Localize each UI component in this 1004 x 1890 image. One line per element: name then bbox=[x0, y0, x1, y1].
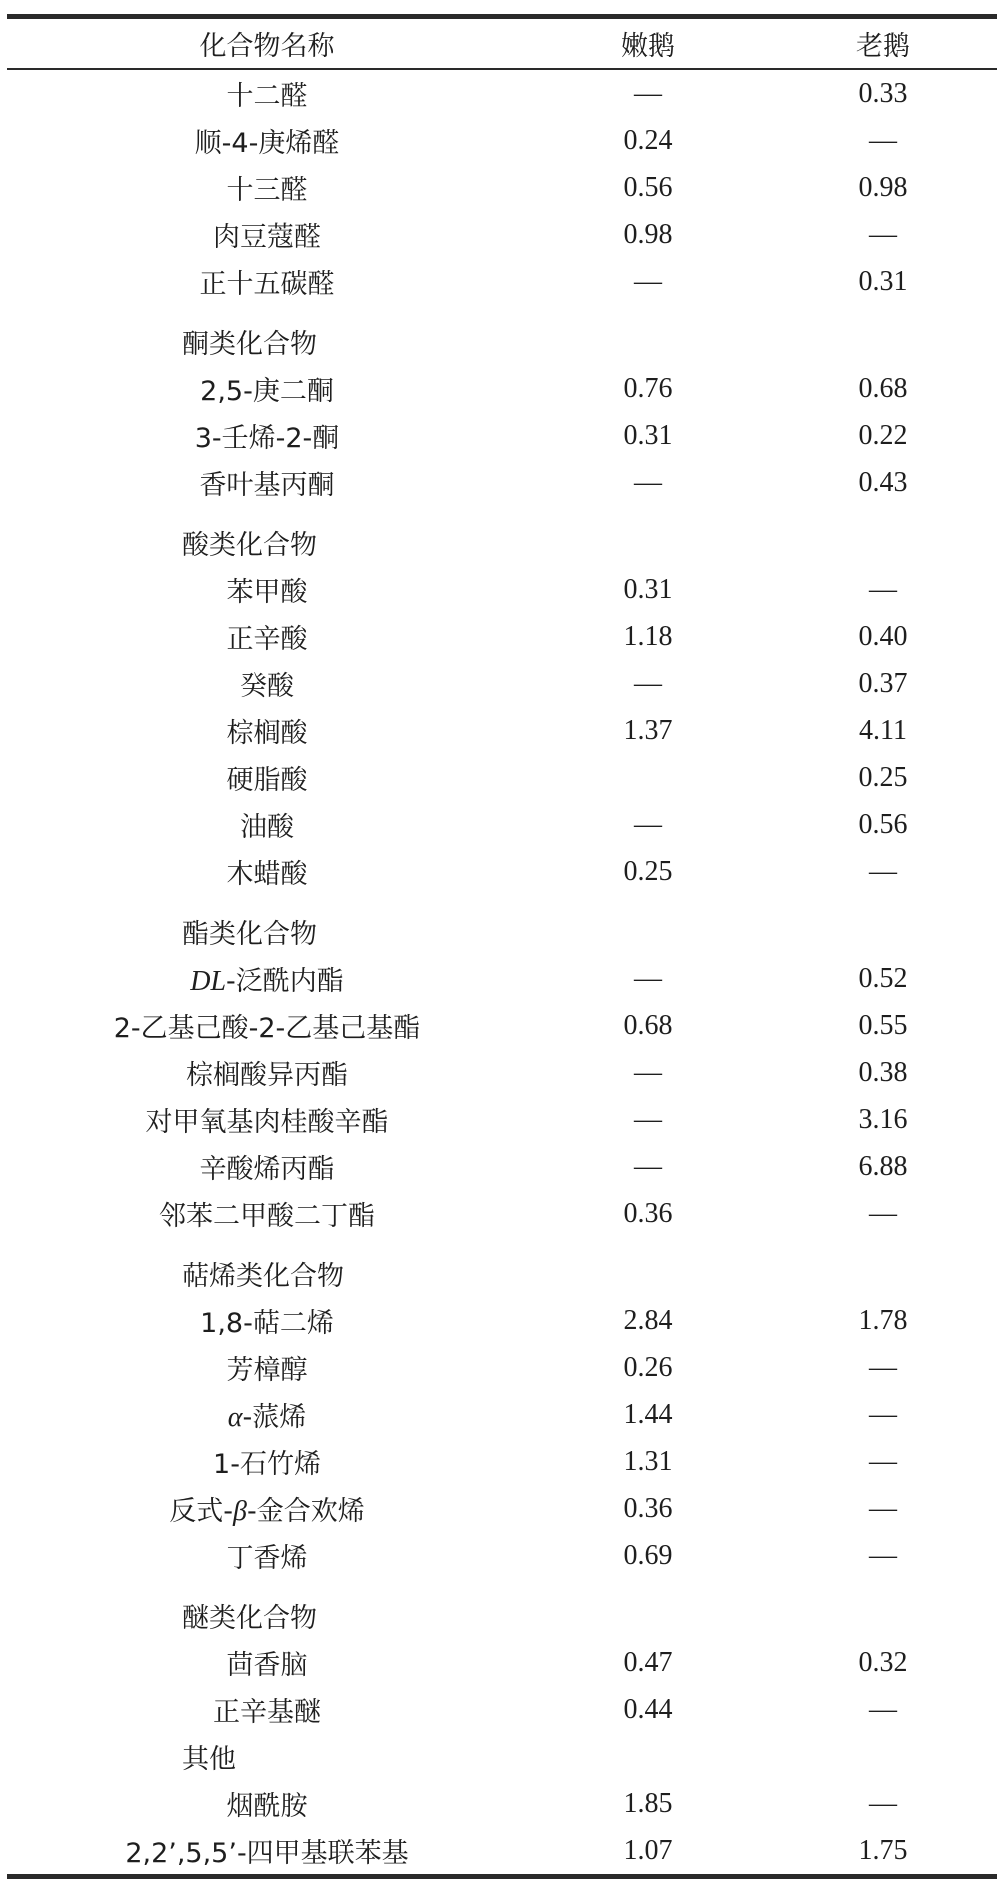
compound-name-italic-prefix: DL bbox=[190, 966, 227, 997]
old-goose-value: 1.75 bbox=[858, 1834, 908, 1866]
young-goose-value: — bbox=[634, 466, 662, 498]
young-goose-value: 0.47 bbox=[623, 1646, 673, 1678]
compound-name: 肉豆蔻醛 bbox=[213, 222, 321, 253]
section-row bbox=[7, 519, 997, 566]
table-row bbox=[7, 801, 997, 848]
old-goose-value: — bbox=[869, 1351, 897, 1383]
table-row bbox=[7, 1485, 997, 1532]
young-goose-value: 0.31 bbox=[623, 573, 673, 605]
section-row bbox=[7, 318, 997, 365]
compound-name: 对甲氧基肉桂酸辛酯 bbox=[145, 1107, 389, 1138]
compound-name: 木蜡酸 bbox=[226, 859, 308, 890]
table-row bbox=[7, 1096, 997, 1143]
old-goose-value: — bbox=[869, 124, 897, 156]
young-goose-value: 2.84 bbox=[623, 1304, 673, 1336]
young-goose-value: 0.44 bbox=[623, 1693, 673, 1725]
header-young-goose: 嫩鹅 bbox=[621, 31, 675, 62]
table-row bbox=[7, 1780, 997, 1827]
header-compound-name: 化合物名称 bbox=[199, 31, 335, 62]
young-goose-value: 0.24 bbox=[623, 124, 673, 156]
young-goose-value: 1.37 bbox=[623, 714, 673, 746]
compound-name bbox=[7, 959, 527, 998]
compound-name-italic-prefix: α bbox=[227, 1402, 243, 1433]
section-title: 醚类化合物 bbox=[182, 1603, 317, 1634]
young-goose-value: 0.76 bbox=[623, 372, 673, 404]
young-goose-value: — bbox=[634, 1103, 662, 1135]
compound-name: 辛酸烯丙酯 bbox=[199, 1154, 335, 1185]
table-row bbox=[7, 258, 997, 305]
compound-name: 正辛基醚 bbox=[213, 1697, 321, 1728]
table-row bbox=[7, 1686, 997, 1733]
section-row bbox=[7, 1250, 997, 1297]
compound-name: 癸酸 bbox=[240, 671, 294, 702]
compound-name: 十三醛 bbox=[226, 175, 308, 206]
table-row bbox=[7, 1143, 997, 1190]
compound-name: 正辛酸 bbox=[226, 624, 308, 655]
compound-name: 顺-4-庚烯醛 bbox=[194, 128, 340, 159]
young-goose-value: — bbox=[634, 962, 662, 994]
old-goose-value: — bbox=[869, 1398, 897, 1430]
table-row bbox=[7, 164, 997, 211]
young-goose-value: 0.26 bbox=[623, 1351, 673, 1383]
old-goose-value: — bbox=[869, 1539, 897, 1571]
young-goose-value: 1.18 bbox=[623, 620, 673, 652]
table-row bbox=[7, 1344, 997, 1391]
compound-name: 2-乙基己酸-2-乙基己基酯 bbox=[113, 1013, 421, 1044]
young-goose-value: 1.31 bbox=[623, 1445, 673, 1477]
old-goose-value: 0.22 bbox=[858, 419, 908, 451]
young-goose-value: — bbox=[634, 667, 662, 699]
table-row bbox=[7, 412, 997, 459]
compound-name: 香叶基丙酮 bbox=[199, 470, 335, 501]
old-goose-value: 0.38 bbox=[858, 1056, 908, 1088]
compound-name: 油酸 bbox=[240, 812, 294, 843]
compound-name-italic-mid: β bbox=[233, 1496, 247, 1527]
young-goose-value: 1.07 bbox=[623, 1834, 673, 1866]
young-goose-value: — bbox=[634, 265, 662, 297]
compound-name: 2,2’,5,5’-四甲基联苯基 bbox=[125, 1838, 409, 1869]
young-goose-value: 0.25 bbox=[623, 855, 673, 887]
section-row bbox=[7, 1733, 997, 1780]
compound-name bbox=[7, 1395, 527, 1434]
old-goose-value: — bbox=[869, 1492, 897, 1524]
header-old-goose: 老鹅 bbox=[856, 31, 910, 62]
compound-name: 邻苯二甲酸二丁酯 bbox=[159, 1201, 375, 1232]
bottom-rule bbox=[7, 1874, 997, 1879]
young-goose-value: — bbox=[634, 808, 662, 840]
old-goose-value: — bbox=[869, 855, 897, 887]
compound-name: 正十五碳醛 bbox=[199, 269, 335, 300]
table-row bbox=[7, 117, 997, 164]
young-goose-value: 0.68 bbox=[623, 1009, 673, 1041]
compound-name: 1-石竹烯 bbox=[213, 1449, 321, 1480]
table-header-row bbox=[7, 19, 997, 68]
young-goose-value: 0.36 bbox=[623, 1492, 673, 1524]
table-row bbox=[7, 70, 997, 117]
compound-name: 3-壬烯-2-酮 bbox=[194, 423, 340, 454]
young-goose-value: 0.31 bbox=[623, 419, 673, 451]
compound-name-lead: 反式- bbox=[169, 1496, 234, 1527]
section-title: 其他 bbox=[182, 1744, 236, 1775]
old-goose-value: — bbox=[869, 1787, 897, 1819]
old-goose-value: 4.11 bbox=[859, 714, 907, 746]
compound-name: 硬脂酸 bbox=[226, 765, 308, 796]
compound-name bbox=[7, 1489, 527, 1528]
compound-name: 苯甲酸 bbox=[226, 577, 308, 608]
table-body bbox=[7, 70, 997, 1874]
compound-name-rest: -蒎烯 bbox=[242, 1402, 307, 1433]
compound-name: 丁香烯 bbox=[226, 1543, 308, 1574]
table-row bbox=[7, 1002, 997, 1049]
young-goose-value: 1.44 bbox=[623, 1398, 673, 1430]
table-row bbox=[7, 1827, 997, 1874]
compound-name-rest: -金合欢烯 bbox=[246, 1496, 365, 1527]
table-row bbox=[7, 1438, 997, 1485]
section-row bbox=[7, 908, 997, 955]
section-title: 酮类化合物 bbox=[182, 329, 317, 360]
old-goose-value: 0.37 bbox=[858, 667, 908, 699]
old-goose-value: 0.32 bbox=[858, 1646, 908, 1678]
young-goose-value: 0.98 bbox=[623, 218, 673, 250]
table-row bbox=[7, 754, 997, 801]
old-goose-value: 6.88 bbox=[858, 1150, 908, 1182]
table-row bbox=[7, 365, 997, 412]
compound-name: 烟酰胺 bbox=[226, 1791, 308, 1822]
old-goose-value: — bbox=[869, 573, 897, 605]
old-goose-value: 0.40 bbox=[858, 620, 908, 652]
old-goose-value: 0.56 bbox=[858, 808, 908, 840]
table-row bbox=[7, 1391, 997, 1438]
table-row bbox=[7, 955, 997, 1002]
compound-name: 2,5-庚二酮 bbox=[200, 376, 334, 407]
old-goose-value: — bbox=[869, 1693, 897, 1725]
young-goose-value: 0.36 bbox=[623, 1197, 673, 1229]
table-row bbox=[7, 707, 997, 754]
table-row bbox=[7, 1532, 997, 1579]
young-goose-value: — bbox=[634, 1150, 662, 1182]
table-row bbox=[7, 566, 997, 613]
compound-table bbox=[7, 14, 997, 1879]
old-goose-value: — bbox=[869, 1197, 897, 1229]
old-goose-value: 0.43 bbox=[858, 466, 908, 498]
table-row bbox=[7, 660, 997, 707]
section-title: 酸类化合物 bbox=[182, 530, 317, 561]
section-title: 萜烯类化合物 bbox=[182, 1261, 344, 1292]
compound-name: 十二醛 bbox=[226, 81, 308, 112]
old-goose-value: 0.31 bbox=[858, 265, 908, 297]
young-goose-value: 1.85 bbox=[623, 1787, 673, 1819]
old-goose-value: 0.52 bbox=[858, 962, 908, 994]
old-goose-value: 3.16 bbox=[858, 1103, 908, 1135]
section-row bbox=[7, 1592, 997, 1639]
old-goose-value: 0.68 bbox=[858, 372, 908, 404]
compound-name: 1,8-萜二烯 bbox=[200, 1308, 334, 1339]
section-title: 酯类化合物 bbox=[182, 919, 317, 950]
table-row bbox=[7, 613, 997, 660]
table-row bbox=[7, 848, 997, 895]
old-goose-value: 0.98 bbox=[858, 171, 908, 203]
compound-name: 茴香脑 bbox=[226, 1650, 308, 1681]
old-goose-value: 1.78 bbox=[858, 1304, 908, 1336]
compound-name-rest: -泛酰内酯 bbox=[226, 966, 344, 997]
table-row bbox=[7, 1190, 997, 1237]
old-goose-value: 0.55 bbox=[858, 1009, 908, 1041]
table-row bbox=[7, 211, 997, 258]
old-goose-value: 0.25 bbox=[858, 761, 908, 793]
young-goose-value: 0.56 bbox=[623, 171, 673, 203]
compound-name: 棕榈酸异丙酯 bbox=[186, 1060, 348, 1091]
young-goose-value: — bbox=[634, 1056, 662, 1088]
table-row bbox=[7, 1297, 997, 1344]
compound-name: 芳樟醇 bbox=[226, 1355, 308, 1386]
old-goose-value: 0.33 bbox=[858, 77, 908, 109]
compound-name: 棕榈酸 bbox=[226, 718, 308, 749]
young-goose-value: 0.69 bbox=[623, 1539, 673, 1571]
old-goose-value: — bbox=[869, 218, 897, 250]
table-row bbox=[7, 1639, 997, 1686]
young-goose-value: — bbox=[634, 77, 662, 109]
old-goose-value: — bbox=[869, 1445, 897, 1477]
table-row bbox=[7, 1049, 997, 1096]
table-row bbox=[7, 459, 997, 506]
